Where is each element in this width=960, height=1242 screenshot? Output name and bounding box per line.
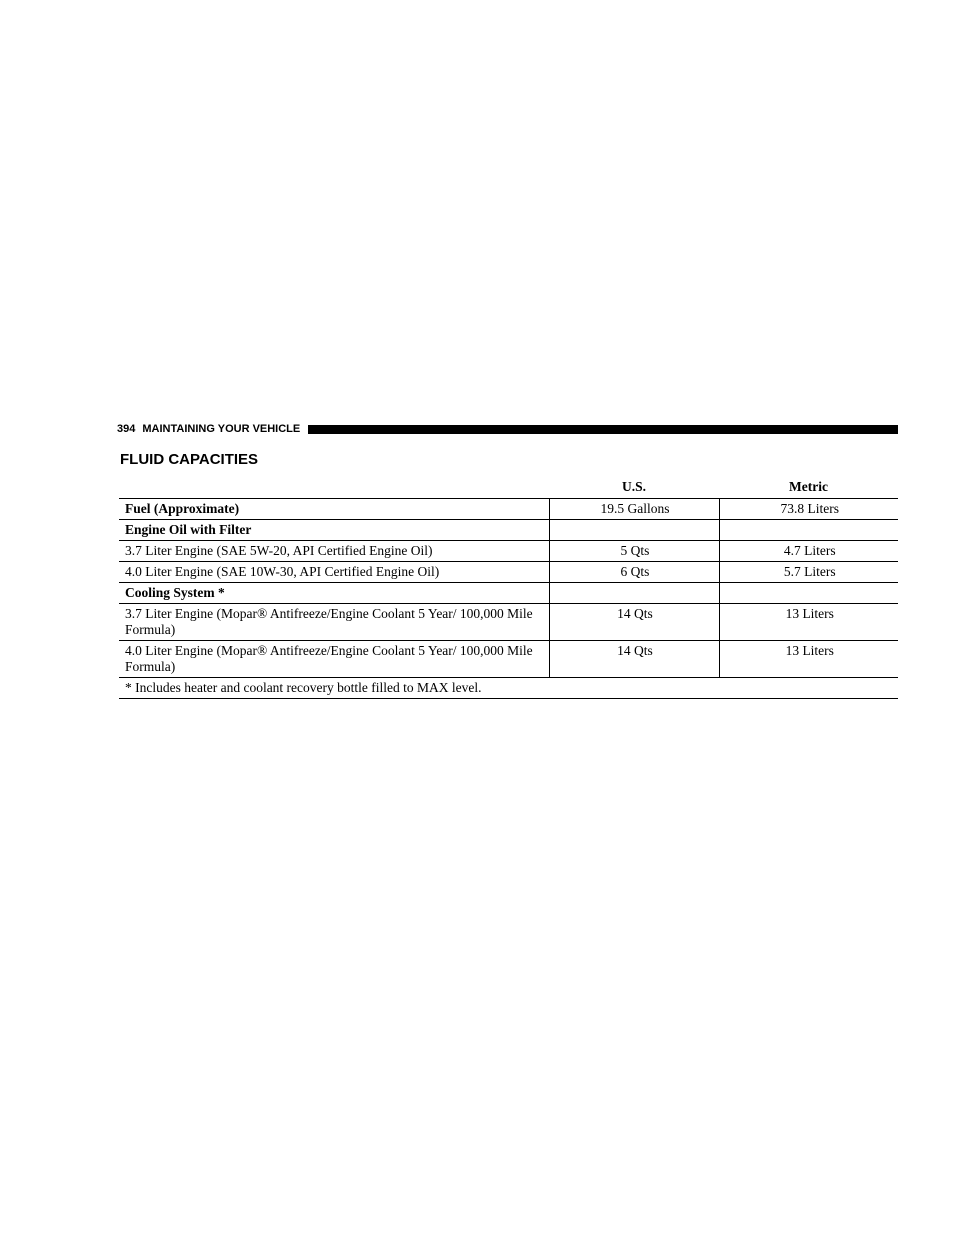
row-us-value bbox=[549, 583, 719, 604]
table-footnote: * Includes heater and coolant recovery bottle filled to MAX level. bbox=[119, 678, 898, 699]
row-label: Cooling System * bbox=[119, 583, 549, 604]
table-row bbox=[119, 641, 898, 678]
row-metric-value: 4.7 Liters bbox=[719, 541, 898, 562]
row-label: Fuel (Approximate) bbox=[119, 499, 549, 520]
table-row bbox=[119, 604, 898, 641]
page-number: 394 bbox=[117, 423, 136, 435]
table-row bbox=[119, 583, 898, 604]
row-us-value: 14 Qts bbox=[549, 641, 719, 678]
section-title: FLUID CAPACITIES bbox=[120, 451, 259, 468]
page-header bbox=[117, 421, 898, 437]
row-us-value: 19.5 Gallons bbox=[549, 499, 719, 520]
row-metric-value: 5.7 Liters bbox=[719, 562, 898, 583]
row-label: Engine Oil with Filter bbox=[119, 520, 549, 541]
row-label: 4.0 Liter Engine (Mopar® Antifreeze/Engine Coolant 5 Year/ 100,000 Mile Formula) bbox=[119, 641, 549, 678]
row-metric-value: 73.8 Liters bbox=[719, 499, 898, 520]
table-header-row bbox=[119, 476, 898, 499]
row-us-value: 6 Qts bbox=[549, 562, 719, 583]
row-metric-value: 13 Liters bbox=[719, 641, 898, 678]
table-footnote-row bbox=[119, 678, 898, 699]
table-row bbox=[119, 541, 898, 562]
column-header-us: U.S. bbox=[549, 476, 719, 499]
row-metric-value: 13 Liters bbox=[719, 604, 898, 641]
column-header-metric: Metric bbox=[719, 476, 898, 499]
row-us-value bbox=[549, 520, 719, 541]
row-us-value: 14 Qts bbox=[549, 604, 719, 641]
row-metric-value bbox=[719, 583, 898, 604]
row-metric-value bbox=[719, 520, 898, 541]
row-label: 3.7 Liter Engine (Mopar® Antifreeze/Engine Coolant 5 Year/ 100,000 Mile Formula) bbox=[119, 604, 549, 641]
row-label: 3.7 Liter Engine (SAE 5W-20, API Certified Engine Oil) bbox=[119, 541, 549, 562]
fluid-capacities-table bbox=[119, 476, 898, 699]
column-header-label bbox=[119, 476, 549, 499]
table-row bbox=[119, 562, 898, 583]
row-us-value: 5 Qts bbox=[549, 541, 719, 562]
table-row bbox=[119, 520, 898, 541]
row-label: 4.0 Liter Engine (SAE 10W-30, API Certified Engine Oil) bbox=[119, 562, 549, 583]
section-name: MAINTAINING YOUR VEHICLE bbox=[142, 423, 301, 435]
table-row bbox=[119, 499, 898, 520]
header-rule bbox=[308, 425, 898, 434]
